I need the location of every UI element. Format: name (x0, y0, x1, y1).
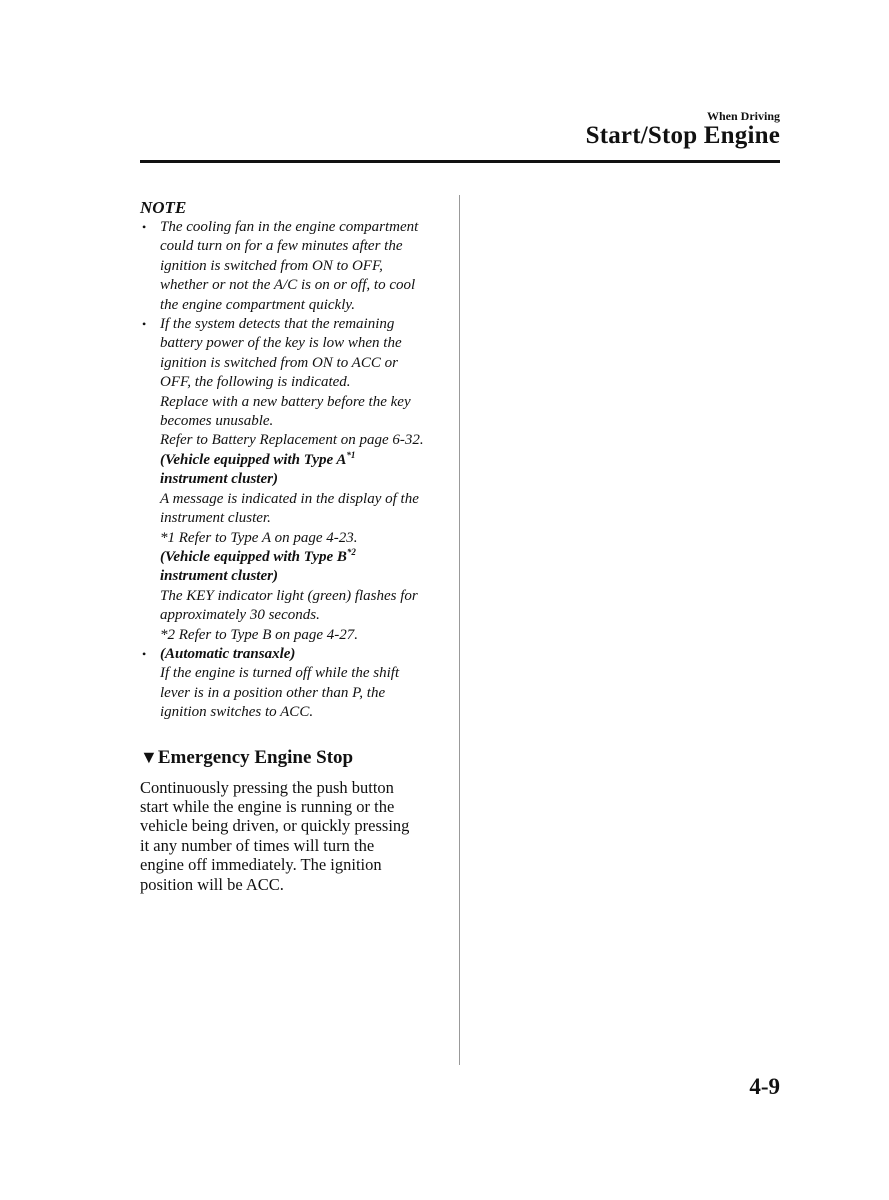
footnote-marker: *2 (346, 546, 356, 557)
column-divider (459, 195, 460, 1065)
bullet-icon: • (142, 646, 147, 661)
note-line: ignition is switched from ON to OFF, (160, 257, 383, 274)
type-a-heading-text: (Vehicle equipped with Type A (160, 451, 347, 468)
body-line: engine off immediately. The ignition (140, 855, 382, 875)
footnote-text: *1 Refer to Type A on page 4-23. (160, 529, 358, 546)
note-line: ignition is switched from ON to ACC or (160, 354, 398, 371)
page-number: 4-9 (749, 1074, 780, 1099)
bullet-icon: • (142, 317, 147, 332)
note-line: becomes unusable. (160, 413, 274, 430)
type-b-heading-line2: instrument cluster) (160, 568, 278, 585)
body-line: Continuously pressing the push button (140, 777, 394, 797)
type-b-heading-text: (Vehicle equipped with Type B (160, 548, 347, 565)
section-label: When Driving (706, 109, 780, 123)
footnote-marker: *1 (346, 449, 356, 460)
bullet-icon: • (142, 220, 147, 234)
body-line: vehicle being driven, or quickly pressing (140, 816, 410, 836)
note-item (140, 218, 450, 315)
note-line: OFF, the following is indicated. (160, 374, 351, 391)
note-line: lever is in a position other than P, the (160, 684, 386, 701)
note-line: could turn on for a few minutes after the (160, 238, 403, 255)
body-line: start while the engine is running or the (140, 796, 395, 816)
note-line: A message is indicated in the display of the (160, 490, 419, 507)
emergency-stop-heading-text: Emergency Engine Stop (157, 746, 354, 768)
page-title: Start/Stop Engine (585, 122, 780, 149)
note-line: the engine compartment quickly. (160, 296, 355, 313)
note-line: battery power of the key is low when the (160, 335, 402, 352)
left-column (140, 198, 450, 894)
emergency-stop-heading (140, 745, 450, 770)
type-b-heading (160, 548, 450, 567)
triangle-down-icon: ▼ (140, 746, 158, 767)
header-rule (140, 160, 780, 163)
note-line: instrument cluster. (160, 510, 271, 527)
note-heading: NOTE (140, 198, 187, 217)
type-a-heading-line2: instrument cluster) (160, 471, 278, 488)
note-item (140, 645, 450, 723)
note-line: whether or not the A/C is on or off, to cool (160, 277, 416, 294)
note-list (140, 218, 450, 723)
note-line: ignition switches to ACC. (160, 704, 314, 721)
note-line: approximately 30 seconds. (160, 607, 320, 624)
note-line: If the system detects that the remaining (160, 316, 395, 333)
note-line: Refer to Battery Replacement on page 6-32. (160, 432, 424, 449)
note-line: Replace with a new battery before the key (160, 393, 411, 410)
transaxle-heading: (Automatic transaxle) (160, 645, 296, 662)
note-item (140, 315, 450, 645)
note-line: If the engine is turned off while the shift (160, 665, 400, 682)
note-line: The cooling fan in the engine compartment (160, 219, 419, 235)
footnote-text: *2 Refer to Type B on page 4-27. (160, 626, 359, 643)
body-line: it any number of times will turn the (140, 835, 375, 855)
emergency-stop-body (140, 778, 450, 894)
body-line: position will be ACC. (140, 874, 284, 894)
type-a-heading (160, 451, 450, 470)
note-line: The KEY indicator light (green) flashes for (160, 587, 418, 604)
